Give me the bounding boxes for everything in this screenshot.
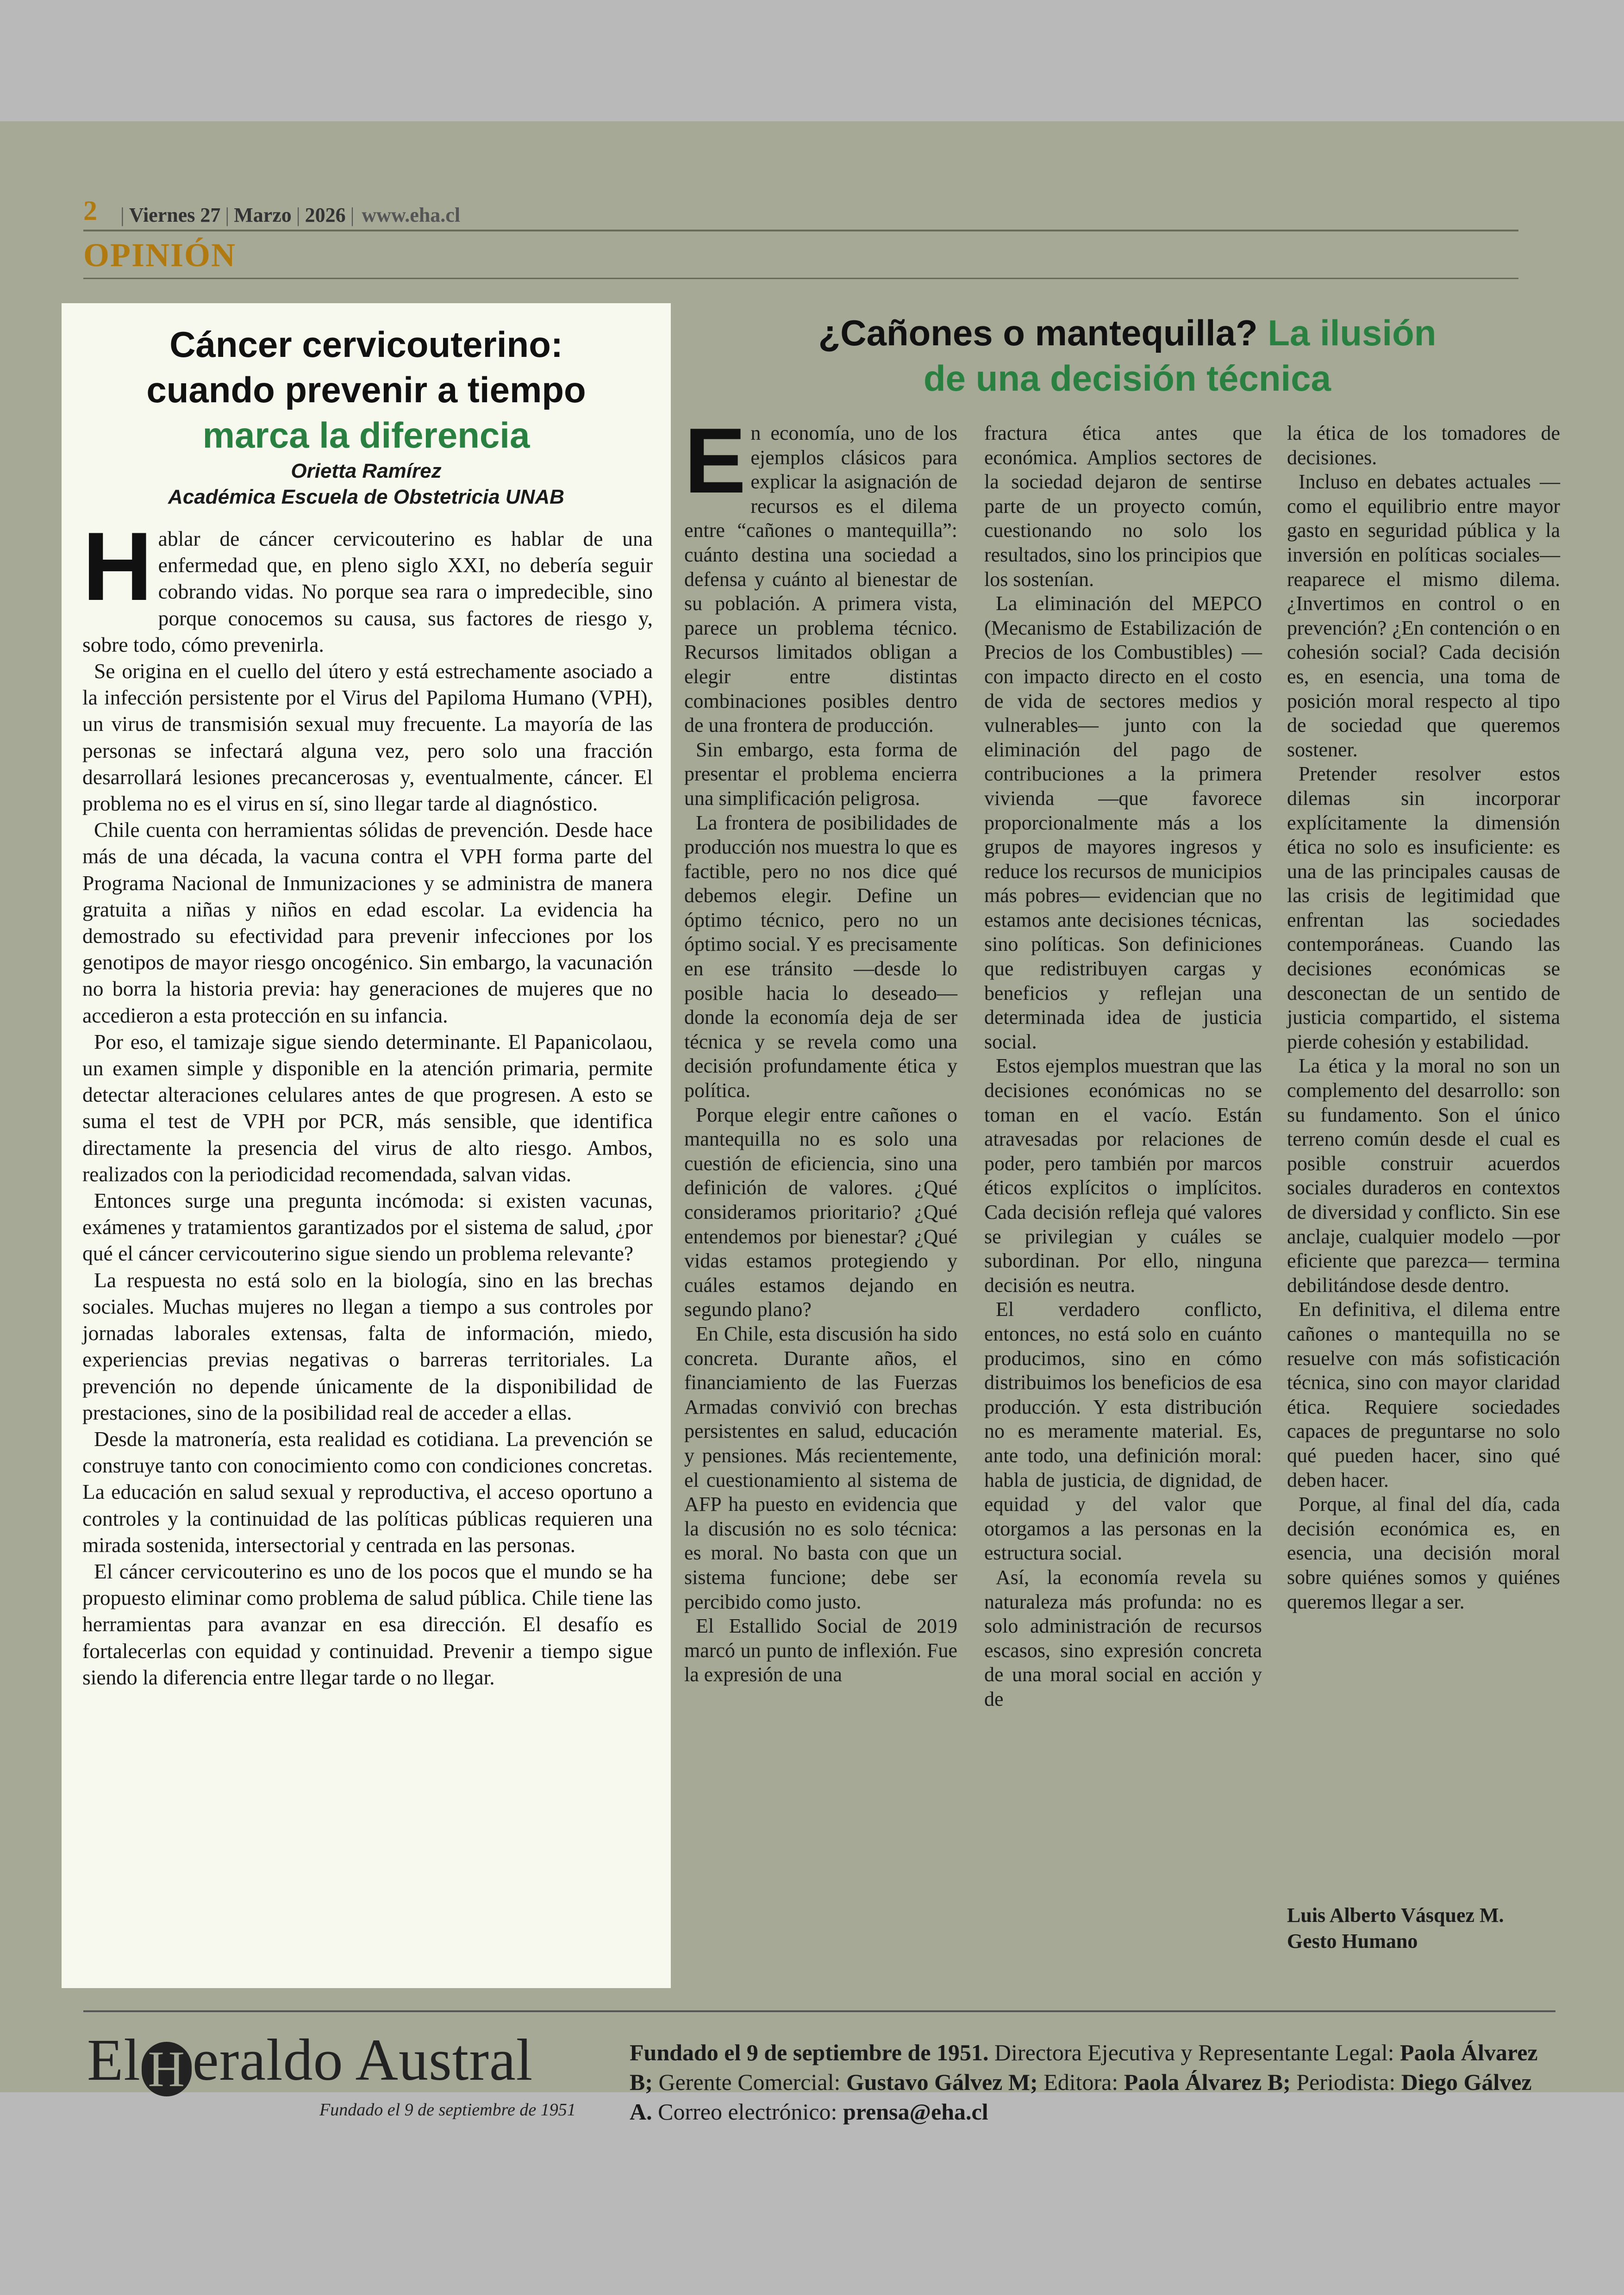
logo-tagline: Fundado el 9 de septiembre de 1951 xyxy=(319,2100,576,2120)
date-day: Viernes 27 xyxy=(129,204,221,226)
email-label: Correo electrónico: xyxy=(658,2099,837,2125)
title-line-2: cuando prevenir a tiempo xyxy=(146,369,586,410)
paragraph: La eliminación del MEPCO (Mecanismo de Estabilización de Precios de los Combustibles) —con impacto directo en el costo de vida de sectores medios y vulnerables— junto con la eliminación del pago de contribuciones a la primera vivienda —que favorece proporcionalmente más a los grupos de mayores ingresos y reduce los recursos de municipios más pobres— evidencian que no estamos ante decisiones técnicas, sino políticas. Son definiciones que redistribuyen cargas y beneficios y reflejan una determinada idea de justicia social. xyxy=(984,592,1262,1053)
journalist-label: Periodista: xyxy=(1296,2069,1396,2095)
paragraph: Porque, al final del día, cada decisión económica es, en esencia, una decisión moral sobre quiénes somos y quiénes queremos llegar a ser. xyxy=(1287,1493,1560,1613)
dropcap: E xyxy=(684,409,746,512)
right-article-signature xyxy=(1287,1902,1504,1954)
site-link[interactable]: www.eha.cl xyxy=(362,204,461,226)
logo-text-1: El xyxy=(87,2027,141,2093)
credits xyxy=(630,2038,1551,2127)
title-line-1: Cáncer cervicouterino: xyxy=(169,324,563,365)
paragraph: fractura ética antes que económica. Amplios sectores de la sociedad dejaron de sentirse parte de un proyecto común, cuestionando no solo los resultados, sino los principios que los sostenían. xyxy=(984,422,1262,591)
separator: | xyxy=(350,204,355,226)
right-article-title xyxy=(676,310,1579,401)
newspaper-logo xyxy=(87,2027,606,2097)
right-article-column-2 xyxy=(984,421,1262,1711)
paragraph: la ética de los tomadores de decisiones. xyxy=(1287,422,1560,469)
paragraph: El Estallido Social de 2019 marcó un punto de inflexión. Fue la expresión de una xyxy=(684,1615,957,1686)
right-article-column-3 xyxy=(1287,421,1560,1614)
title-highlight-2: de una decisión técnica xyxy=(924,358,1331,399)
email-link[interactable]: prensa@eha.cl xyxy=(843,2099,988,2125)
page-number: 2 xyxy=(83,195,97,226)
header-rule xyxy=(83,230,1518,231)
editor-label: Editora: xyxy=(1043,2069,1118,2095)
logo-h-mark: H xyxy=(142,2042,192,2096)
editor-name: Paola Álvarez B; xyxy=(1124,2069,1291,2095)
journalist-name: Diego Gálvez A. xyxy=(630,2069,1532,2125)
manager-label: Gerente Comercial: xyxy=(658,2069,841,2095)
section-rule xyxy=(83,278,1518,279)
section-title: OPINIÓN xyxy=(83,237,237,274)
paragraph: Así, la economía revela su naturaleza más profunda: no es solo administración de recursos escasos, sino expresión concreta de una moral social en acción y de xyxy=(984,1565,1262,1710)
founded-text: Fundado el 9 de septiembre de 1951. xyxy=(630,2039,989,2065)
date-year: 2026 xyxy=(305,204,346,226)
manager-name: Gustavo Gálvez M; xyxy=(846,2069,1038,2095)
paragraph: Porque elegir entre cañones o mantequilla no es solo una cuestión de eficiencia, sino una definición de valores. ¿Qué consideramos prioritario? ¿Qué entendemos por bienestar? ¿Qué vidas estamos protegiendo y cuáles estamos dejando en segundo plano? xyxy=(684,1103,957,1321)
left-article-title xyxy=(62,322,671,458)
paragraph: El verdadero conflicto, entonces, no está solo en cuánto producimos, sino en cómo distribuimos los beneficios de esa producción. Y esta distribución no es meramente material. Es, ante todo, una definición moral: habla de justicia, de dignidad, de equidad y del valor que otorgamos a las personas en la estructura social. xyxy=(984,1298,1262,1565)
director-name: Paola Álvarez B; xyxy=(630,2039,1538,2095)
paragraph: Entonces surge una pregunta incómoda: si existen vacunas, exámenes y tratamientos garantizados por el sistema de salud, ¿por qué el cáncer cervicouterino sigue siendo un problema relevante? xyxy=(82,1189,653,1266)
dateline xyxy=(129,203,346,227)
paragraph: Estos ejemplos muestran que las decisiones económicas no se toman en el vacío. Están atravesadas por relaciones de poder, pero también por marcos éticos explícitos o implícitos. Cada decisión refleja qué valores se privilegian y cuáles se subordinan. Por ello, ninguna decisión es neutra. xyxy=(984,1054,1262,1297)
dropcap: H xyxy=(82,512,153,621)
paragraph: Chile cuenta con herramientas sólidas de prevención. Desde hace más de una década, la vacuna contra el VPH forma parte del Programa Nacional de Inmunizaciones y se administra de manera gratuita a niñas y niños en edad escolar. La evidencia ha demostrado su efectividad para prevenir infecciones por los genotipos de mayor riesgo oncogénico. Sin embargo, la vacunación no borra la historia previa: hay generaciones de mujeres que no accedieron a esta protección en su infancia. xyxy=(82,818,653,1027)
director-label: Directora Ejecutiva y Representante Legal: xyxy=(994,2039,1394,2065)
right-article-column-1 xyxy=(684,409,957,1687)
left-article xyxy=(62,303,671,1988)
paragraph: La frontera de posibilidades de producción nos muestra lo que es factible, pero no nos dice qué debemos elegir. Define un óptimo técnico, pero no un óptimo social. Y es precisamente en ese tránsito —desde lo posible hacia lo deseado— donde la economía deja de ser técnica y se revela como una decisión profundamente ética y política. xyxy=(684,811,957,1102)
paragraph: Pretender resolver estos dilemas sin incorporar explícitamente la dimensión ética no solo es insuficiente: es una de las principales causas de las crisis de legitimidad que enfrentan las sociedades contemporáneas. Cuando las decisiones económicas se desconectan de un sentido de justicia compartido, el sistema pierde cohesión y estabilidad. xyxy=(1287,762,1560,1053)
author-name: Luis Alberto Vásquez M. xyxy=(1287,1904,1504,1927)
date-month: Marzo xyxy=(234,204,292,226)
paragraph: Por eso, el tamizaje sigue siendo determinante. El Papanicolaou, un examen simple y disponible en la atención primaria, permite detectar alteraciones celulares antes de que progresen. A esto se suma el test de VPH por PCR, más sensible, que identifica directamente la presencia del virus de alto riesgo. Ambos, realizados con la periodicidad recomendada, salvan vidas. xyxy=(82,1029,653,1186)
separator: | xyxy=(225,204,230,226)
paragraph: En definitiva, el dilema entre cañones o mantequilla no se resuelve con más sofisticación técnica, sino con mayor claridad ética. Requiere sociedades capaces de preguntarse no solo qué pueden hacer, sino qué deben hacer. xyxy=(1287,1298,1560,1491)
paragraph: Incluso en debates actuales —como el equilibrio entre mayor gasto en seguridad pública y la inversión en políticas sociales— reaparece el mismo dilema. ¿Invertimos en control o en prevención? ¿En contención o en cohesión social? Cada decisión es, en esencia, una toma de posición moral respecto al tipo de sociedad que queremos sostener. xyxy=(1287,470,1560,761)
left-article-body xyxy=(82,512,653,1690)
paragraph: Hablar de cáncer cervicouterino es hablar de una enfermedad que, en pleno siglo XXI, no debería seguir cobrando vidas. No porque sea rara o impredecible, sino porque conocemos su causa, sus factores de riesgo y, sobre todo, cómo prevenirla. xyxy=(82,512,653,656)
footer-rule xyxy=(83,2010,1555,2012)
paragraph: El cáncer cervicouterino es uno de los pocos que el mundo se ha propuesto eliminar como problema de salud pública. Chile tiene las herramientas para avanzar en esa dirección. El desafío es fortalecerlas con equidad y continuidad. Prevenir a tiempo sigue siendo la diferencia entre llegar tarde o no llegar. xyxy=(82,1559,653,1689)
paragraph: La ética y la moral no son un complemento del desarrollo: son su fundamento. Son el único terreno común desde el cual es posible construir acuerdos sociales duraderos en contextos de diversidad y conflicto. Sin ese anclaje, cualquier modelo —por eficiente que parezca— termina debilitándose desde dentro. xyxy=(1287,1054,1560,1297)
paragraph: La respuesta no está solo en la biología, sino en las brechas sociales. Muchas mujeres no llegan a tiempo a sus controles por jornadas laborales extensas, falta de información, miedo, experiencias previas negativas o barreras territoriales. La prevención no depende únicamente de la disponibilidad de prestaciones, sino de la posibilidad real de acceder a ellas. xyxy=(82,1268,653,1424)
author-org: Gesto Humano xyxy=(1287,1930,1418,1952)
author-name: Orietta Ramírez xyxy=(291,460,442,482)
logo-text-2: eraldo Austral xyxy=(192,2027,533,2093)
paragraph: En Chile, esta discusión ha sido concreta. Durante años, el financiamiento de las Fuerzas Armadas convivió con brechas persistentes en salud, educación y pensiones. Más recientemente, el cuestionamiento al sistema de AFP ha puesto en evidencia que la discusión no es solo técnica: es moral. No basta con que un sistema funcione; debe ser percibido como justo. xyxy=(684,1322,957,1613)
paragraph: Se origina en el cuello del útero y está estrechamente asociado a la infección persistente por el Virus del Papiloma Humano (VPH), un virus de transmisión sexual muy frecuente. La mayoría de las personas se infectará alguna vez, pero solo una fracción desarrollará lesiones precancerosas y, eventualmente, cáncer. El problema no es el virus en sí, sino llegar tarde al diagnóstico. xyxy=(82,659,653,816)
title-highlight-1: La ilusión xyxy=(1268,312,1437,353)
left-article-byline xyxy=(62,458,671,510)
separator: | xyxy=(120,204,125,226)
page-header xyxy=(83,194,1518,227)
separator: | xyxy=(296,204,300,226)
paragraph: Sin embargo, esta forma de presentar el problema encierra una simplificación peligrosa. xyxy=(684,738,957,810)
paragraph: En economía, uno de los ejemplos clásicos para explicar la asignación de recursos es el dilema entre “cañones o mantequilla”: cuánto destina una sociedad a defensa y cuánto al bienestar de su población. A primera vista, parece un problema técnico. Recursos limitados obligan a elegir entre distintas combinaciones posibles dentro de una frontera de producción. xyxy=(684,409,957,737)
author-role: Académica Escuela de Obstetricia UNAB xyxy=(168,486,564,508)
title-highlight: marca la diferencia xyxy=(202,415,530,455)
title-part-1: ¿Cañones o mantequilla? xyxy=(818,312,1258,353)
paragraph: Desde la matronería, esta realidad es cotidiana. La prevención se construye tanto con conocimiento como con condiciones concretas. La educación en salud sexual y reproductiva, el acceso oportuno a controles y la continuidad de las políticas públicas requieren una mirada sostenida, intersectorial y centrada en las personas. xyxy=(82,1427,653,1557)
